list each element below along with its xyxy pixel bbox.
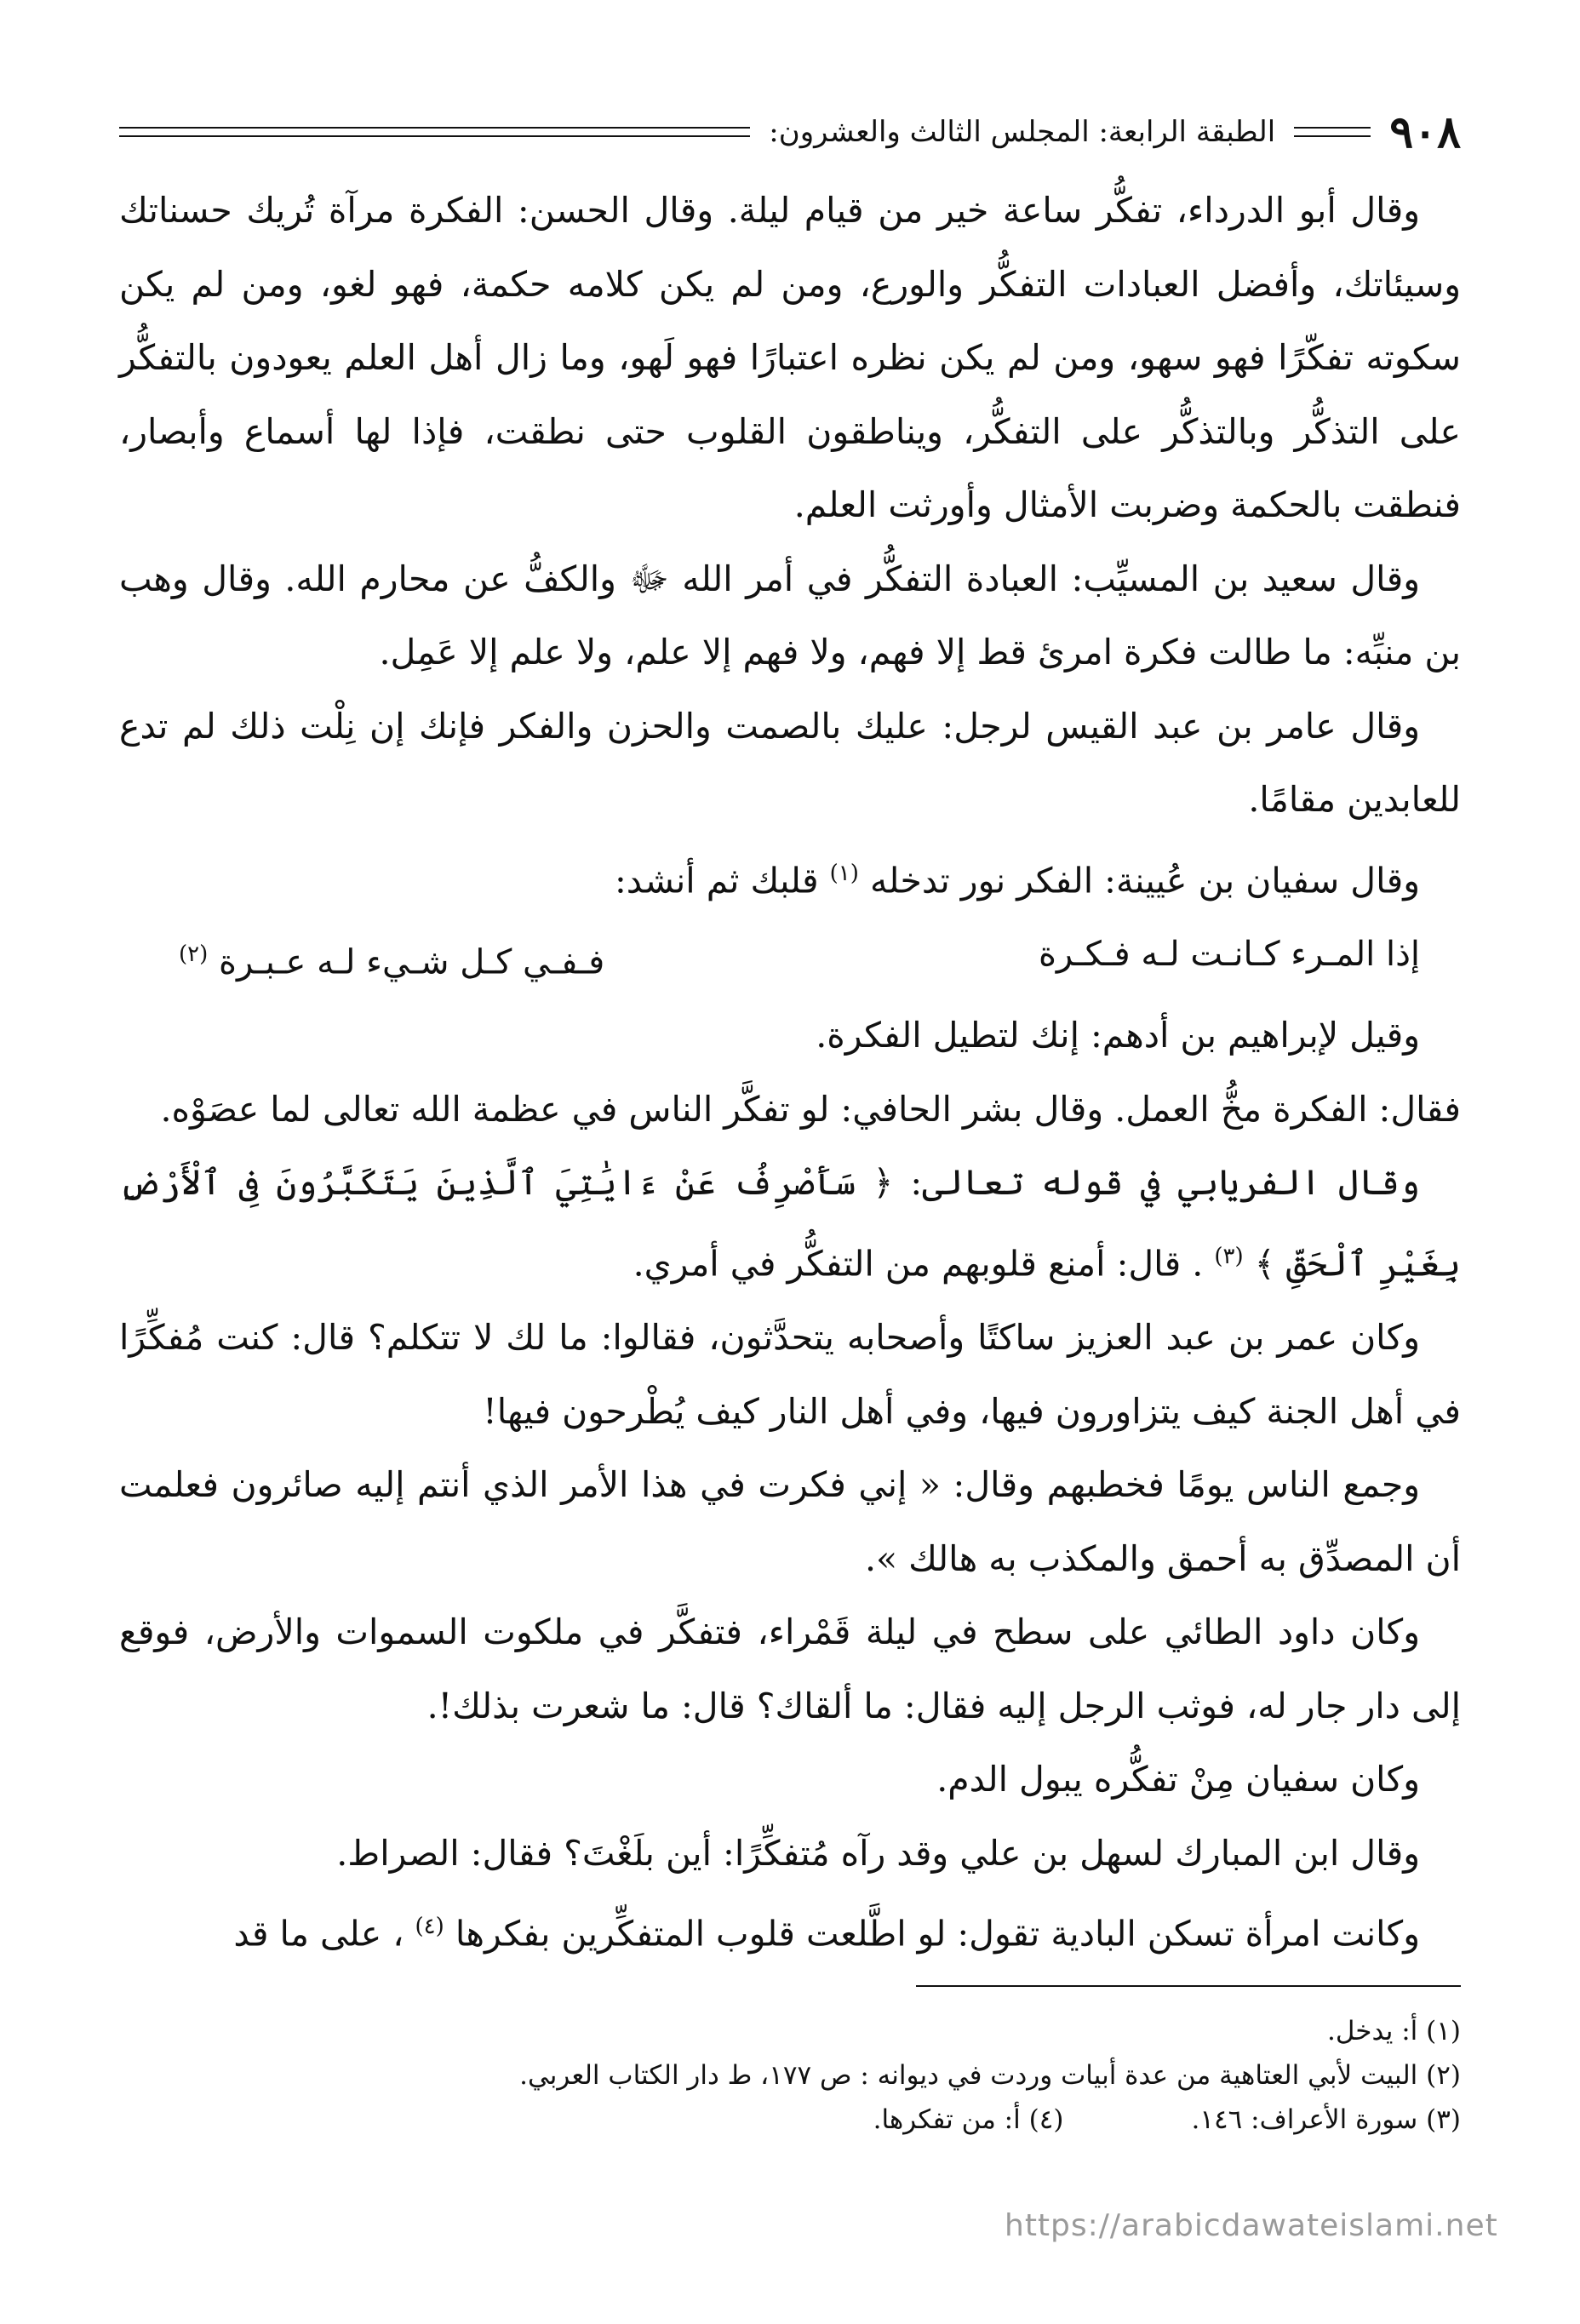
footnote-row: [119, 2098, 1461, 2142]
page-number: ٩٠٨: [1389, 106, 1461, 158]
paragraph: وقال أبو الدرداء، تفكُّر ساعة خير من قيام ليلة. وقال الحسن: الفكرة مرآة تُريك حسناتك وسيئاتك، وأفضل العبادات التفكُّر والورع، ومن لم يكن كلامه حكمة، فهو لغو، ومن لم يكن سكوته تفكّرًا فهو سهو، ومن لم يكن نظره اعتبارًا فهو لَهو، وما زال أهل العلم يعودون بالتفكُّر على التذكُّر وبالتذكُّر على التفكُّر، ويناطقون القلوب حتى نطقت، فإذا لها أسماع وأبصار، فنطقت بالحكمة وضربت الأمثال وأورثت العلم.: [119, 190, 1461, 525]
paragraph: وقال ابن المبارك لسهل بن علي وقد رآه مُتفكِّرًا: أين بلَغْتَ؟ فقال: الصراط.: [336, 1832, 1420, 1874]
footnote-ref: (٢): [179, 941, 209, 967]
quran-quote: وقال الفريابي في قوله تعالى: ﴿ سَأَصْرِفُ عَنْ ءَايَٰتِيَ ٱلَّذِينَ يَتَكَبَّرُونَ فِى ٱلْأَرْضِ بِغَيْرِ ٱلْحَقِّ ﴾: [119, 1162, 1461, 1285]
footnote-ref: (٤): [415, 1914, 444, 1940]
footnote-ref: (٣): [1214, 1243, 1244, 1269]
running-header: [119, 102, 1461, 162]
paragraph: وكان عمر بن عبد العزيز ساكتًا وأصحابه يتحدَّثون، فقالوا: ما لك لا تتكلم؟ قال: كنت مُفكِّرًا في أهل الجنة كيف يتزاورون فيها، وفي أهل النار كيف يُطْرحون فيها!: [119, 1317, 1461, 1432]
verse-first-hemistich: إذا المـرء كـانـت لـه فـكـرة: [1038, 934, 1420, 974]
footnote-ref: (١): [829, 860, 859, 886]
text-span: وقال سفيان بن عُيينة: الفكر نور تدخله: [869, 860, 1420, 902]
paragraph: وقال سعيد بن المسيِّب: العبادة التفكُّر في أمر الله ﷻ والكفُّ عن محارم الله. وقال وهب بن منبِّه: ما طالت فكرة امرئ قط إلا فهم، ولا فهم إلا علم، ولا علم إلا عَمِل.: [119, 558, 1461, 673]
paragraph: وجمع الناس يومًا فخطبهم وقال: « إني فكرت في هذا الأمر الذي أنتم إليه صائرون فعلمت أن المصدِّق به أحمق والمكذب به هالك ».: [119, 1464, 1461, 1579]
paragraph: [119, 1146, 1461, 1301]
text-span: ، على ما قد: [233, 1913, 404, 1955]
paragraph: [119, 837, 1461, 918]
paragraph: فقال: الفكرة مخُّ العمل. وقال بشر الحافي: لو تفكَّر الناس في عظمة الله تعالى لما عصَوْه.: [160, 1088, 1461, 1130]
poetry-verse: [119, 918, 1461, 999]
footnotes: [119, 2009, 1461, 2142]
paragraph: وقيل لإبراهيم بن أدهم: إنك لتطيل الفكرة.: [816, 1015, 1420, 1056]
text-span: فـفـي كـل شـيء لـه عـبـرة: [219, 942, 605, 982]
footnote-2: (٢) البيت لأبي العتاهية من عدة أبيات وردت في ديوانه : ص ١٧٧، ط دار الكتاب العربي.: [519, 2060, 1461, 2091]
header-rule-right: [119, 127, 750, 137]
text-span: قلبك ثم أنشد:: [614, 860, 819, 902]
paragraph: [119, 1890, 1461, 1971]
paragraph: وكان سفيان مِنْ تفكُّره يبول الدم.: [936, 1759, 1420, 1800]
text-span: وكانت امرأة تسكن البادية تقول: لو اطَّلعت قلوب المتفكِّرين بفكرها: [455, 1913, 1420, 1955]
verse-second-hemistich: [179, 918, 604, 999]
paragraph: وكان داود الطائي على سطح في ليلة قَمْراء، فتفكَّر في ملكوت السموات والأرض، فوقع إلى دار جار له، فوثب الرجل إليه فقال: ما ألقاك؟ قال: ما شعرت بذلك!.: [119, 1611, 1461, 1726]
watermark-url: https://arabicdawateislami.net: [1005, 2208, 1498, 2243]
header-rule-left: [1294, 127, 1371, 137]
footnote-3: (٣) سورة الأعراف: ١٤٦.: [1191, 2104, 1461, 2135]
footnote-4: (٤) أ: من تفكرها.: [873, 2104, 1064, 2135]
paragraph: وقال عامر بن عبد القيس لرجل: عليك بالصمت والحزن والفكر فإنك إن نِلْت ذلك لم تدع للعابدين مقامًا.: [119, 705, 1461, 820]
book-page: [119, 102, 1461, 2281]
footnote-divider: [916, 1985, 1461, 1987]
main-text: [119, 174, 1461, 1971]
header-title: الطبقة الرابعة: المجلس الثالث والعشرون:: [769, 115, 1276, 149]
text-span: . قال: أمنع قلوبهم من التفكُّر في أمري.: [633, 1243, 1204, 1285]
footnote-1: (١) أ: يدخل.: [1326, 2016, 1461, 2046]
